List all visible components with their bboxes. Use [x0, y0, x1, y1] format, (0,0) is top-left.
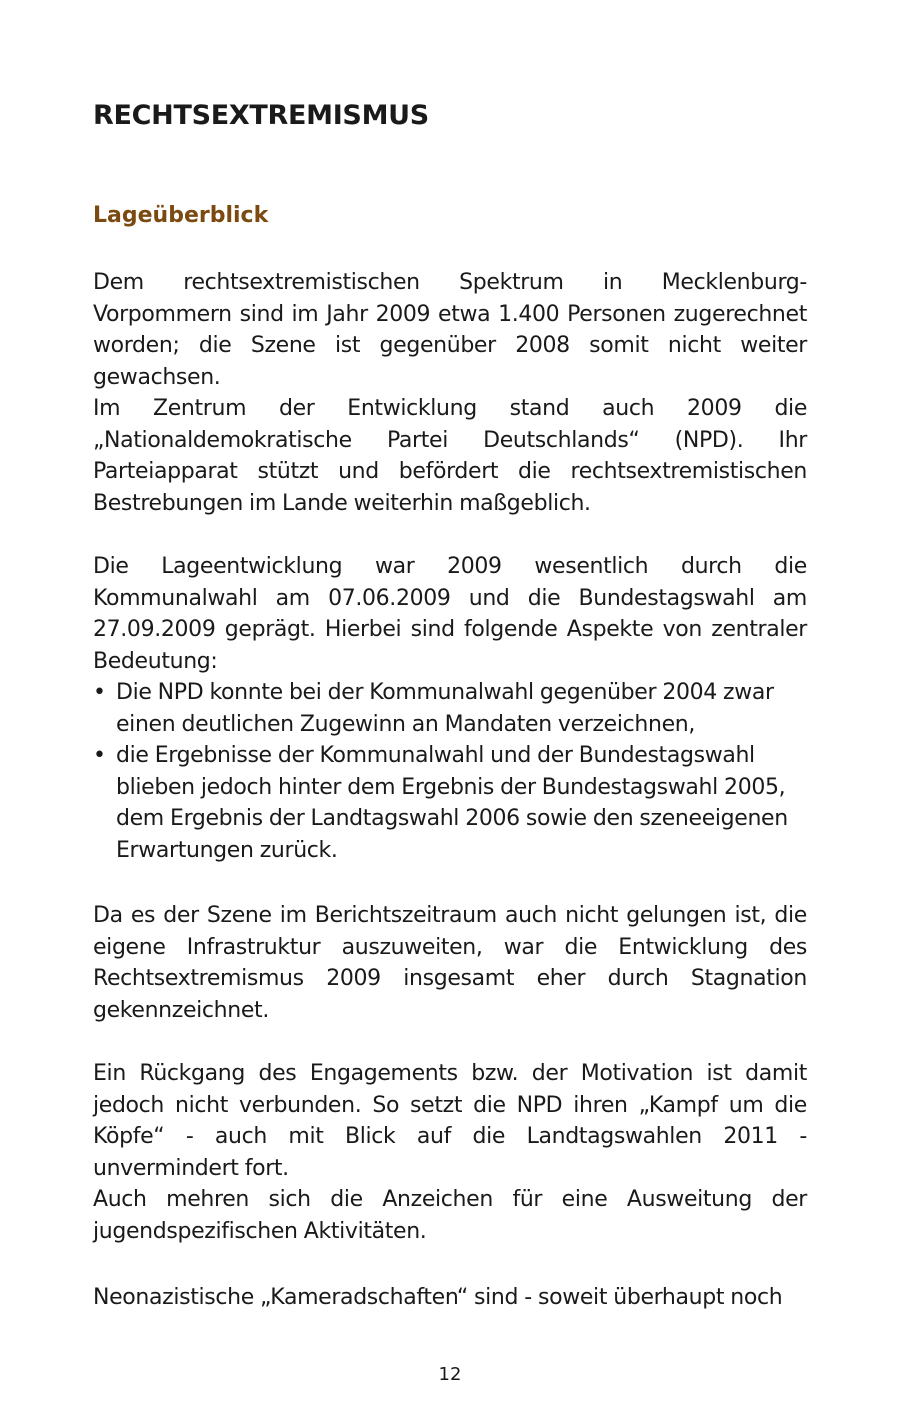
paragraph-6: Auch mehren sich die Anzeichen für eine Ausweitung der jugendspezifischen Aktivitäten.: [93, 1187, 807, 1244]
bullet-icon: •: [93, 743, 106, 768]
paragraph-3: Die Lageentwicklung war 2009 wesentlich durch die Kommunalwahl am 07.06.2009 und die Bundestagswahl am 27.09.2009 geprägt. Hierbei sind folgende Aspekte von zentraler Bedeutung:: [93, 554, 807, 674]
bullet-text: die Ergebnisse der Kommunalwahl und der Bundestagswahl blieben jedoch hinter dem Ergebnis der Bundestagswahl 2005, dem Ergebnis der Landtagswahl 2006 sowie den szeneeigenen Erwartungen zurück.: [116, 743, 788, 863]
section-heading: Lageüberblick: [93, 203, 269, 228]
bullet-list: [93, 677, 807, 866]
paragraph-2: Im Zentrum der Entwicklung stand auch 2009 die „Nationaldemokratische Partei Deutschlands“ (NPD). Ihr Parteiapparat stützt und befördert die rechtsextremistischen Bestrebungen im Lande weiterhin maßgeblich.: [93, 396, 807, 516]
list-item: [93, 677, 807, 740]
bullet-icon: •: [93, 680, 106, 705]
paragraph-1: Dem rechtsextremistischen Spektrum in Mecklenburg-Vorpommern sind im Jahr 2009 etwa 1.400 Personen zugerechnet worden; die Szene ist gegenüber 2008 somit nicht weiter gewachsen.: [93, 270, 807, 390]
page-number: 12: [438, 1364, 462, 1385]
page-title: RECHTSEXTREMISMUS: [93, 100, 429, 131]
list-item: [93, 740, 807, 866]
paragraph-7: Neonazistische „Kameradschaften“ sind - soweit überhaupt noch: [93, 1285, 783, 1310]
paragraph-5: Ein Rückgang des Engagements bzw. der Motivation ist damit jedoch nicht verbunden. So setzt die NPD ihren „Kampf um die Köpfe“ - auch mit Blick auf die Landtagswahlen 2011 - unvermindert fort.: [93, 1061, 807, 1181]
bullet-text: Die NPD konnte bei der Kommunalwahl gegenüber 2004 zwar einen deutlichen Zugewinn an Mandaten verzeichnen,: [116, 680, 774, 737]
paragraph-4: Da es der Szene im Berichtszeitraum auch nicht gelungen ist, die eigene Infrastruktur auszuweiten, war die Entwicklung des Rechtsextremismus 2009 insgesamt eher durch Stagnation gekennzeichnet.: [93, 903, 807, 1023]
